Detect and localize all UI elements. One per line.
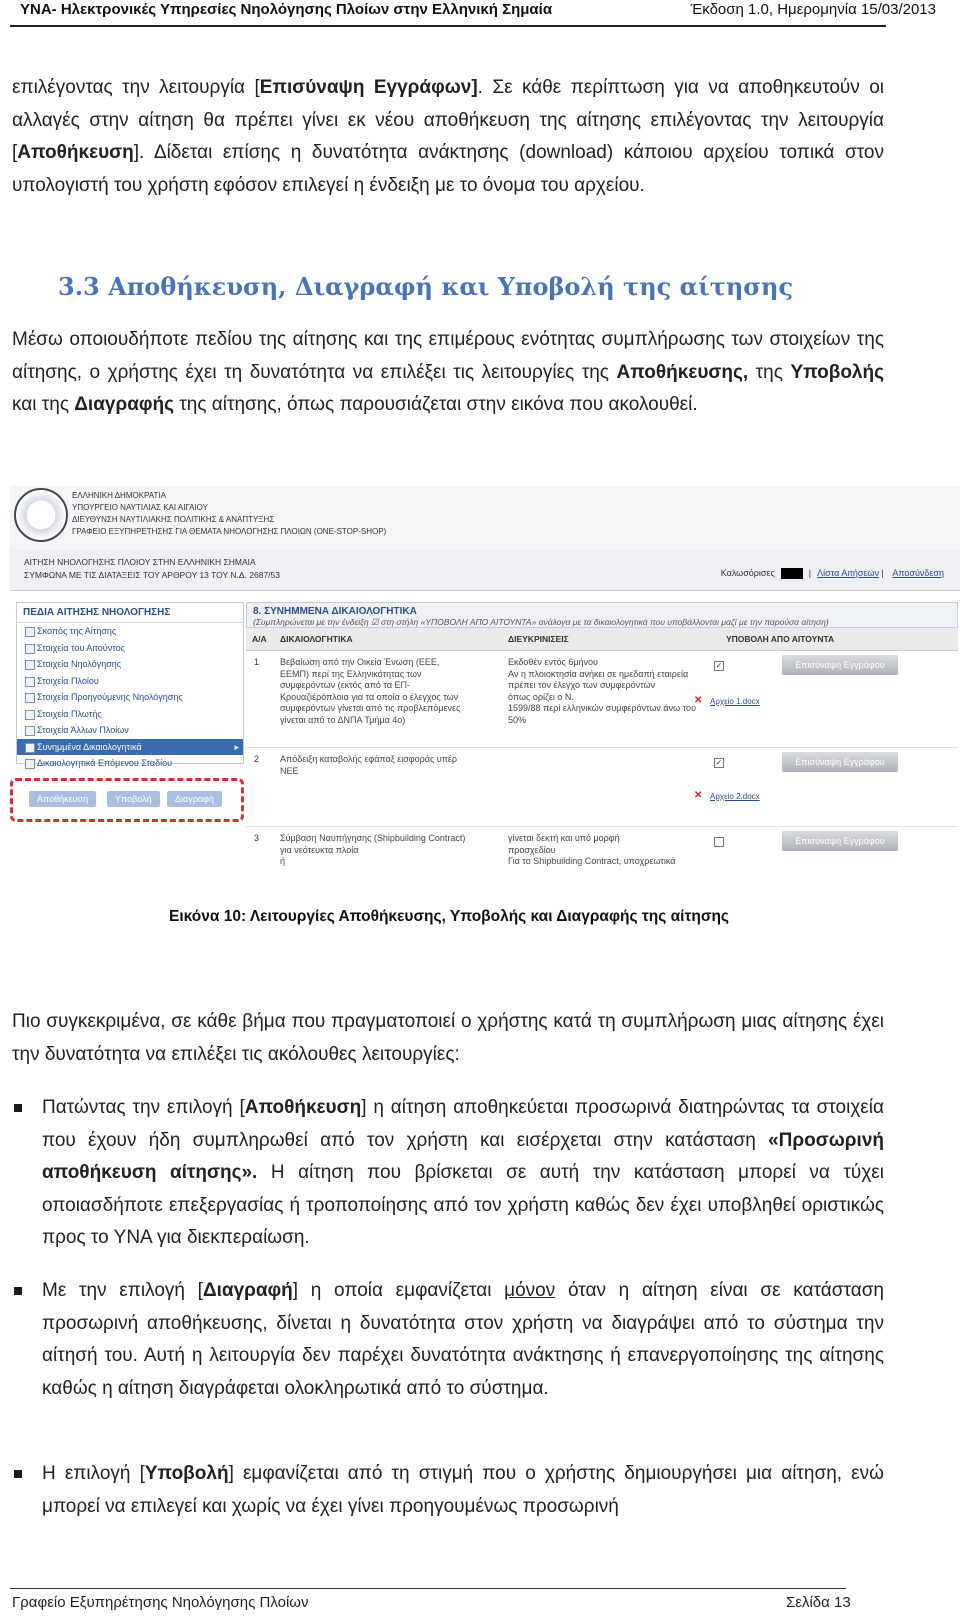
- file-link[interactable]: Αρχείο 1.docx: [710, 697, 760, 706]
- row-number: 2: [254, 754, 260, 764]
- upload-document-button[interactable]: Επισύναψη Εγγράφου: [782, 752, 898, 772]
- bullet-save: Πατώντας την επιλογή [Αποθήκευση] η αίτηση αποθηκεύεται προσωρινά διατηρώντας τα στοιχεία που έχουν ήδη συμπληρωθεί από τον χρήστη και εισέρχεται στην κατάσταση «Προσωρινή αποθήκευση αίτησης». Η αίτηση που βρίσκεται σε αυτή την κατάσταση μπορεί να τύχει οποιασδήποτε επεξεργασίας ή τροποποίησης από τον χρήστη καθώς δεν έχει υποβληθεί οριστικώς προς το ΥΝΑ για διεκπεραίωση.: [14, 1092, 884, 1255]
- logout-link[interactable]: Αποσύνδεση: [892, 568, 944, 578]
- footer-office: Γραφείο Εξυπηρέτησης Νηολόγησης Πλοίων: [12, 1594, 309, 1611]
- row-document: Σύμβαση Ναυπήγησης (Shipbuilding Contract) για νεότευκτα πλοία ή: [280, 833, 466, 866]
- greek-seal-icon: [14, 488, 68, 542]
- bullet-delete: Με την επιλογή [Διαγραφή] η οποία εμφανίζεται μόνον όταν η αίτηση είναι σε κατάσταση προσωρινή αποθήκευσης, δίνεται η δυνατότητα στον χρήστη να διαγράψει από το σύστημα την αίτησή του. Αυτή η λειτουργία δεν παρέχει δυνατότητα ανάκτησης ή επανεργοποίησης της αίτησης καθώς η αίτηση διαγράφεται ολοκληρωτικά από το σύστημα.: [14, 1275, 884, 1405]
- sidebar-item-floating[interactable]: Στοιχεία Πλωτής: [17, 706, 243, 723]
- submitted-checkbox[interactable]: ✓: [715, 661, 723, 670]
- bullet-submit: Η επιλογή [Υποβολή] εμφανίζεται από τη στιγμή που ο χρήστης δημιουργήσει μια αίτηση, ενώ μπορεί να επιλεγεί και χωρίς να έχει γίνει προηγουμένως προσωρινή: [14, 1458, 884, 1523]
- ministry-banner: [10, 486, 960, 551]
- row-document: Απόδειξη καταβολής εφάπαξ εισφοράς υπέρ ΝΕΕ: [280, 754, 458, 776]
- row-document: Βεβαίωση από την Οικεία Ένωση (ΕΕΕ, ΕΕΜΠ) περί της Ελληνικότητας των συμφερόντων (εκτός από τα ΕΠ- Κρουαζιέρόπλοια για τα οποία ο έλεγχος των συμφερόντων γίνεται από τις προβλεπόμενες γίνεται από το ΔΝΠΑ Τμήμα 4ο): [280, 657, 461, 725]
- documents-table-header: [246, 628, 958, 651]
- upload-document-button[interactable]: Επισύναψη Εγγράφου: [782, 655, 898, 675]
- app-title: ΑΙΤΗΣΗ ΝΗΟΛΟΓΗΣΗΣ ΠΛΟΙΟΥ ΣΤΗΝ ΕΛΛΗΝΙΚΗ ΣΗΜΑΙΑ ΣΥΜΦΩΝΑ ΜΕ ΤΙΣ ΔΙΑΤΑΞΕΙΣ ΤΟΥ ΑΡΘΡΟΥ 13 ΤΟΥ Ν.Δ. 2687/53: [24, 557, 280, 580]
- col-clarifications: ΔΙΕΥΚΡΙΝΙΣΕΙΣ: [508, 634, 569, 644]
- username-redacted: [781, 568, 803, 579]
- sidebar-item-applicant[interactable]: Στοιχεία του Αιτούντος: [17, 640, 243, 657]
- table-row: [246, 651, 958, 748]
- table-row: [246, 827, 958, 886]
- app-title-strip: [10, 550, 960, 591]
- submit-button[interactable]: Υποβολή: [107, 791, 160, 807]
- page-number: Σελίδα 13: [786, 1594, 851, 1611]
- sidebar-item-previous-registration[interactable]: Στοιχεία Προηγούμενης Νηολόγησης: [17, 689, 243, 706]
- sidebar-item-next-stage-documents[interactable]: Δικαιολογητικά Επόμενου Σταδίου: [17, 755, 243, 772]
- fields-panel-title: ΠΕΔΙΑ ΑΙΤΗΣΗΣ ΝΗΟΛΟΓΗΣΗΣ: [17, 603, 243, 623]
- sidebar-item-purpose[interactable]: Σκοπός της Αίτησης: [17, 623, 243, 640]
- submitted-checkbox[interactable]: [714, 837, 724, 847]
- action-buttons-highlight: [10, 778, 244, 822]
- delete-button[interactable]: Διαγραφή: [167, 791, 222, 807]
- col-submission: ΥΠΟΒΟΛΗ ΑΠΟ ΑΙΤΟΥΝΤΑ: [726, 634, 835, 644]
- sidebar-item-other-ships[interactable]: Στοιχεία Άλλων Πλοίων: [17, 722, 243, 739]
- user-area: Καλωσόρισες | Λίστα Αιτήσεων | Αποσύνδεση: [720, 568, 944, 578]
- documents-panel-subtitle: (Συμπληρώνεται με την ένδειξη ☑ στη στήλη «ΥΠΟΒΟΛΗ ΑΠΟ ΑΙΤΟΥΝΤΑ» ανάλογα με τα δικαιολογητικά που υποβάλλονται μαζί με την παρούσα αίτηση): [253, 617, 829, 627]
- sidebar-item-ship[interactable]: Στοιχεία Πλοίου: [17, 673, 243, 690]
- applications-list-link[interactable]: Λίστα Αιτήσεων: [817, 568, 879, 578]
- col-documents: ΔΙΚΑΙΟΛΟΓΗΤΙΚΑ: [280, 634, 353, 644]
- sidebar-item-attached-documents[interactable]: Συνημμένα Δικαιολογητικά ▸: [17, 739, 243, 756]
- intro-paragraph: επιλέγοντας την λειτουργία [Επισύναψη Εγγράφων]. Σε κάθε περίπτωση για να αποθηκευτούν οι αλλαγές στην αίτηση θα πρέπει γίνει εκ νέου αποθήκευση της αίτησης επιλέγοντας την λειτουργία [Αποθήκευση]. Δίδεται επίσης η δυνατότητα ανάκτησης (download) κάποιου αρχείου τοπικά στον υπολογιστή του χρήστη εφόσον επιλεγεί η ένδειξη με το όνομα του αρχείου.: [12, 77, 885, 196]
- application-screenshot: [10, 486, 960, 886]
- save-button[interactable]: Αποθήκευση: [29, 791, 96, 807]
- section-heading: 3.3 Αποθήκευση, Διαγραφή και Υποβολή της αίτησης: [58, 272, 794, 301]
- header-title: ΥΝΑ- Ηλεκτρονικές Υπηρεσίες Νηολόγησης Πλοίων στην Ελληνική Σημαία: [20, 1, 553, 18]
- col-aa: Α/Α: [252, 634, 267, 644]
- row-number: 3: [254, 833, 260, 843]
- attached-documents-panel: [246, 602, 958, 886]
- header-version: Έκδοση 1.0, Ημερομηνία 15/03/2013: [690, 1, 936, 18]
- sidebar-item-registration[interactable]: Στοιχεία Νηολόγησης: [17, 656, 243, 673]
- footer-rule: [10, 1588, 846, 1589]
- row-number: 1: [254, 657, 260, 667]
- remove-file-icon[interactable]: ✕: [694, 695, 703, 706]
- remove-file-icon[interactable]: ✕: [694, 790, 703, 801]
- application-fields-panel: [16, 602, 244, 768]
- table-row: [246, 748, 958, 827]
- figure-caption: Εικόνα 10: Λειτουργίες Αποθήκευσης, Υποβολής και Διαγραφής της αίτησης: [169, 908, 729, 925]
- submitted-checkbox[interactable]: ✓: [715, 758, 723, 767]
- page-header: [0, 0, 960, 26]
- header-rule: [10, 25, 886, 27]
- details-intro: Πιο συγκεκριμένα, σε κάθε βήμα που πραγματοποιεί ο χρήστης κατά τη συμπλήρωση μιας αίτησης έχει την δυνατότητα να επιλέξει τις ακόλουθες λειτουργίες:: [12, 1011, 884, 1065]
- documents-panel-title: 8. ΣΥΝΗΜΜΕΝΑ ΔΙΚΑΙΟΛΟΓΗΤΙΚΑ: [253, 606, 417, 617]
- upload-document-button[interactable]: Επισύναψη Εγγράφου: [782, 831, 898, 851]
- bullet-marker: [14, 1104, 22, 1112]
- bullet-marker: [14, 1287, 22, 1295]
- section-paragraph: Μέσω οποιουδήποτε πεδίου της αίτησης και της επιμέρους ενότητας συμπλήρωσης των στοιχείων της αίτησης, ο χρήστης έχει τη δυνατότητα να επιλέξει τις λειτουργίες της Αποθήκευσης, της Υποβολής και της Διαγραφής της αίτησης, όπως παρουσιάζεται στην εικόνα που ακολουθεί.: [12, 329, 884, 415]
- bullet-marker: [14, 1470, 22, 1478]
- file-link[interactable]: Αρχείο 2.docx: [710, 792, 760, 801]
- row-clarification: γίνεται δεκτή και υπό μορφή προσχεδίου Για το Shipbuilding Contract, υποχρεωτικά: [508, 833, 676, 866]
- ministry-lines: ΕΛΛΗΝΙΚΗ ΔΗΜΟΚΡΑΤΙΑ ΥΠΟΥΡΓΕΙΟ ΝΑΥΤΙΛΙΑΣ ΚΑΙ ΑΙΓΑΙΟΥ ΔΙΕΥΘΥΝΣΗ ΝΑΥΤΙΛΙΑΚΗΣ ΠΟΛΙΤΙΚΗΣ & ΑΝΑΠΤΥΞΗΣ ΓΡΑΦΕΙΟ ΕΞΥΠΗΡΕΤΗΣΗΣ ΓΙΑ ΘΕΜΑΤΑ ΝΗΟΛΟΓΗΣΗΣ ΠΛΟΙΩΝ (ONE-STOP-SHOP): [72, 491, 387, 536]
- welcome-label: Καλωσόρισες: [720, 568, 775, 578]
- row-clarification: Εκδοθέν εντός 6μήνου Αν η πλοιοκτησία ανήκει σε ημεδαπή εταιρεία πρέπει τον έλεγχο των συμφερόντων όπως ορίζει ο Ν. 1599/88 περί ελληνικών συμφερόντων άνω του 50%: [508, 657, 696, 725]
- documents-panel-header: [246, 602, 958, 628]
